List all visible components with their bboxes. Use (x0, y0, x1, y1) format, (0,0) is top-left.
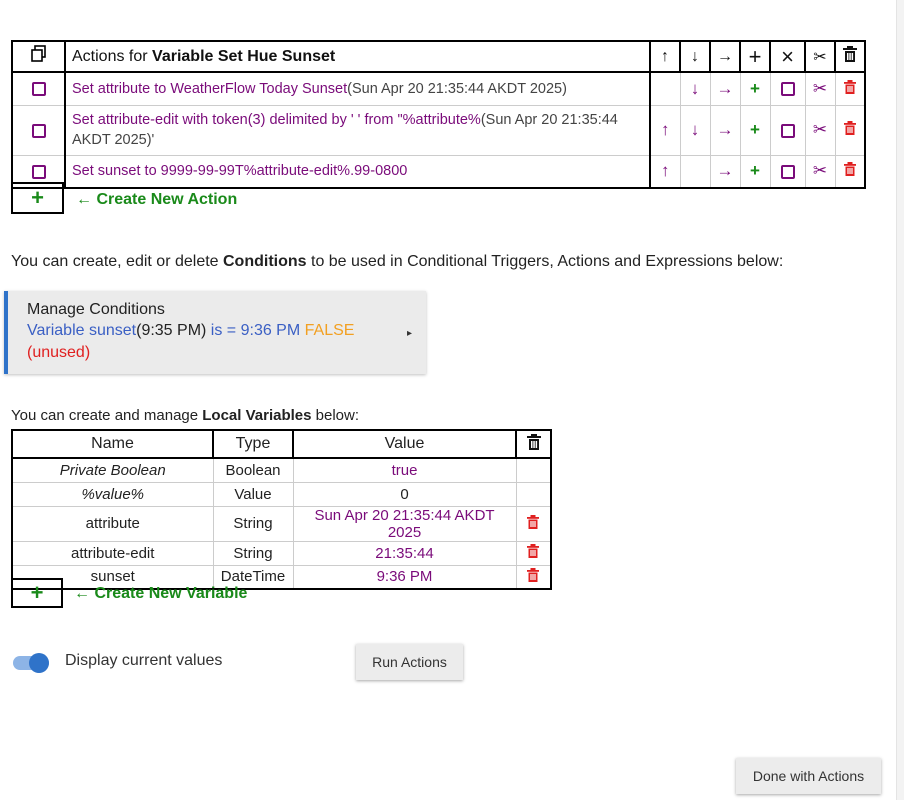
trash-all-icon[interactable] (835, 41, 865, 72)
condition-unused-label: (unused) (27, 344, 91, 361)
run-actions-button[interactable]: Run Actions (356, 644, 463, 680)
condition-expression: Variable sunset(9:35 PM) is = 9:36 PM FALSE (27, 322, 355, 339)
delete-selected-icon[interactable]: × (770, 41, 805, 72)
variable-value: Sun Apr 20 21:35:44 AKDT 2025 (293, 506, 516, 541)
move-down-icon[interactable]: ↓ (680, 105, 710, 155)
variable-name[interactable]: attribute-edit (12, 541, 213, 565)
done-with-actions-button[interactable]: Done with Actions (736, 758, 881, 794)
action-row (12, 105, 865, 155)
variable-type: String (213, 541, 293, 565)
manage-conditions-title: Manage Conditions (27, 301, 165, 318)
action-text[interactable]: Set attribute-edit with token(3) delimited by ' ' from "%attribute%(Sun Apr 20 21:35:44 AKDT 2025)' (65, 105, 650, 155)
delete-icon[interactable] (516, 541, 551, 565)
expand-arrow-icon[interactable]: ▸ (406, 328, 412, 339)
action-select-checkbox[interactable] (12, 72, 65, 105)
action-text[interactable]: Set attribute to WeatherFlow Today Sunset(Sun Apr 20 21:35:44 AKDT 2025) (65, 72, 650, 105)
variable-row[interactable] (12, 458, 551, 482)
variable-name[interactable]: attribute (12, 506, 213, 541)
empty-cell (650, 72, 680, 105)
indent-icon[interactable]: → (710, 155, 740, 188)
conditions-intro: You can create, edit or delete Conditions to be used in Conditional Triggers, Actions and Expressions below: (11, 253, 784, 270)
empty-cell (516, 482, 551, 506)
create-variable-button[interactable]: + (11, 578, 63, 608)
manage-conditions-panel[interactable] (4, 291, 426, 374)
display-values-toggle[interactable] (13, 654, 49, 670)
create-action-button[interactable]: + (11, 182, 64, 214)
add-icon[interactable]: + (740, 105, 770, 155)
cut-all-icon[interactable]: ✂ (805, 41, 835, 72)
variable-value: 9:36 PM (293, 565, 516, 589)
variable-name[interactable]: %value% (12, 482, 213, 506)
move-down-all-icon[interactable]: ↓ (680, 41, 710, 72)
variable-type: String (213, 506, 293, 541)
move-down-icon[interactable]: ↓ (680, 72, 710, 105)
add-icon[interactable]: + (740, 72, 770, 105)
create-new-action-link[interactable]: ← Create New Action (76, 191, 238, 208)
action-row (12, 72, 865, 105)
cut-icon[interactable]: ✂ (805, 155, 835, 188)
delete-icon[interactable] (835, 72, 865, 105)
page-scrollbar[interactable] (896, 0, 904, 800)
move-up-icon[interactable]: ↑ (650, 105, 680, 155)
move-up-icon[interactable]: ↑ (650, 155, 680, 188)
variable-value: 0 (293, 482, 516, 506)
variable-row[interactable] (12, 506, 551, 541)
delete-icon[interactable] (516, 565, 551, 589)
select-checkbox[interactable] (770, 155, 805, 188)
copy-icon[interactable] (12, 41, 65, 72)
actions-header-row (12, 41, 865, 72)
variables-intro: You can create and manage Local Variables below: (11, 407, 360, 424)
column-header-value: Value (293, 430, 516, 458)
add-all-icon[interactable]: + (740, 41, 770, 72)
empty-cell (680, 155, 710, 188)
empty-cell (516, 458, 551, 482)
variable-row[interactable] (12, 541, 551, 565)
select-checkbox[interactable] (770, 72, 805, 105)
trash-header-icon (516, 430, 551, 458)
action-select-checkbox[interactable] (12, 105, 65, 155)
delete-icon[interactable] (516, 506, 551, 541)
delete-icon[interactable] (835, 155, 865, 188)
indent-icon[interactable]: → (710, 72, 740, 105)
indent-all-icon[interactable]: → (710, 41, 740, 72)
column-header-type: Type (213, 430, 293, 458)
action-row (12, 155, 865, 188)
create-new-variable-link[interactable]: ← Create New Variable (74, 585, 248, 602)
variable-value: 21:35:44 (293, 541, 516, 565)
variable-type: Boolean (213, 458, 293, 482)
move-up-all-icon[interactable]: ↑ (650, 41, 680, 72)
variable-type: DateTime (213, 565, 293, 589)
variable-value: true (293, 458, 516, 482)
variable-type: Value (213, 482, 293, 506)
add-icon[interactable]: + (740, 155, 770, 188)
variable-row[interactable] (12, 482, 551, 506)
delete-icon[interactable] (835, 105, 865, 155)
indent-icon[interactable]: → (710, 105, 740, 155)
toggle-knob (29, 653, 49, 673)
variable-name[interactable]: sunset (12, 565, 213, 589)
column-header-name: Name (12, 430, 213, 458)
select-checkbox[interactable] (770, 105, 805, 155)
cut-icon[interactable]: ✂ (805, 105, 835, 155)
local-variables-table (11, 429, 552, 590)
variable-name[interactable]: Private Boolean (12, 458, 213, 482)
action-text[interactable]: Set sunset to 9999-99-99T%attribute-edit%.99-0800 (65, 155, 650, 188)
variables-header-row (12, 430, 551, 458)
cut-icon[interactable]: ✂ (805, 72, 835, 105)
actions-title: Actions for Variable Set Hue Sunset (65, 41, 650, 72)
actions-table (11, 40, 866, 189)
display-values-label: Display current values (65, 652, 223, 669)
